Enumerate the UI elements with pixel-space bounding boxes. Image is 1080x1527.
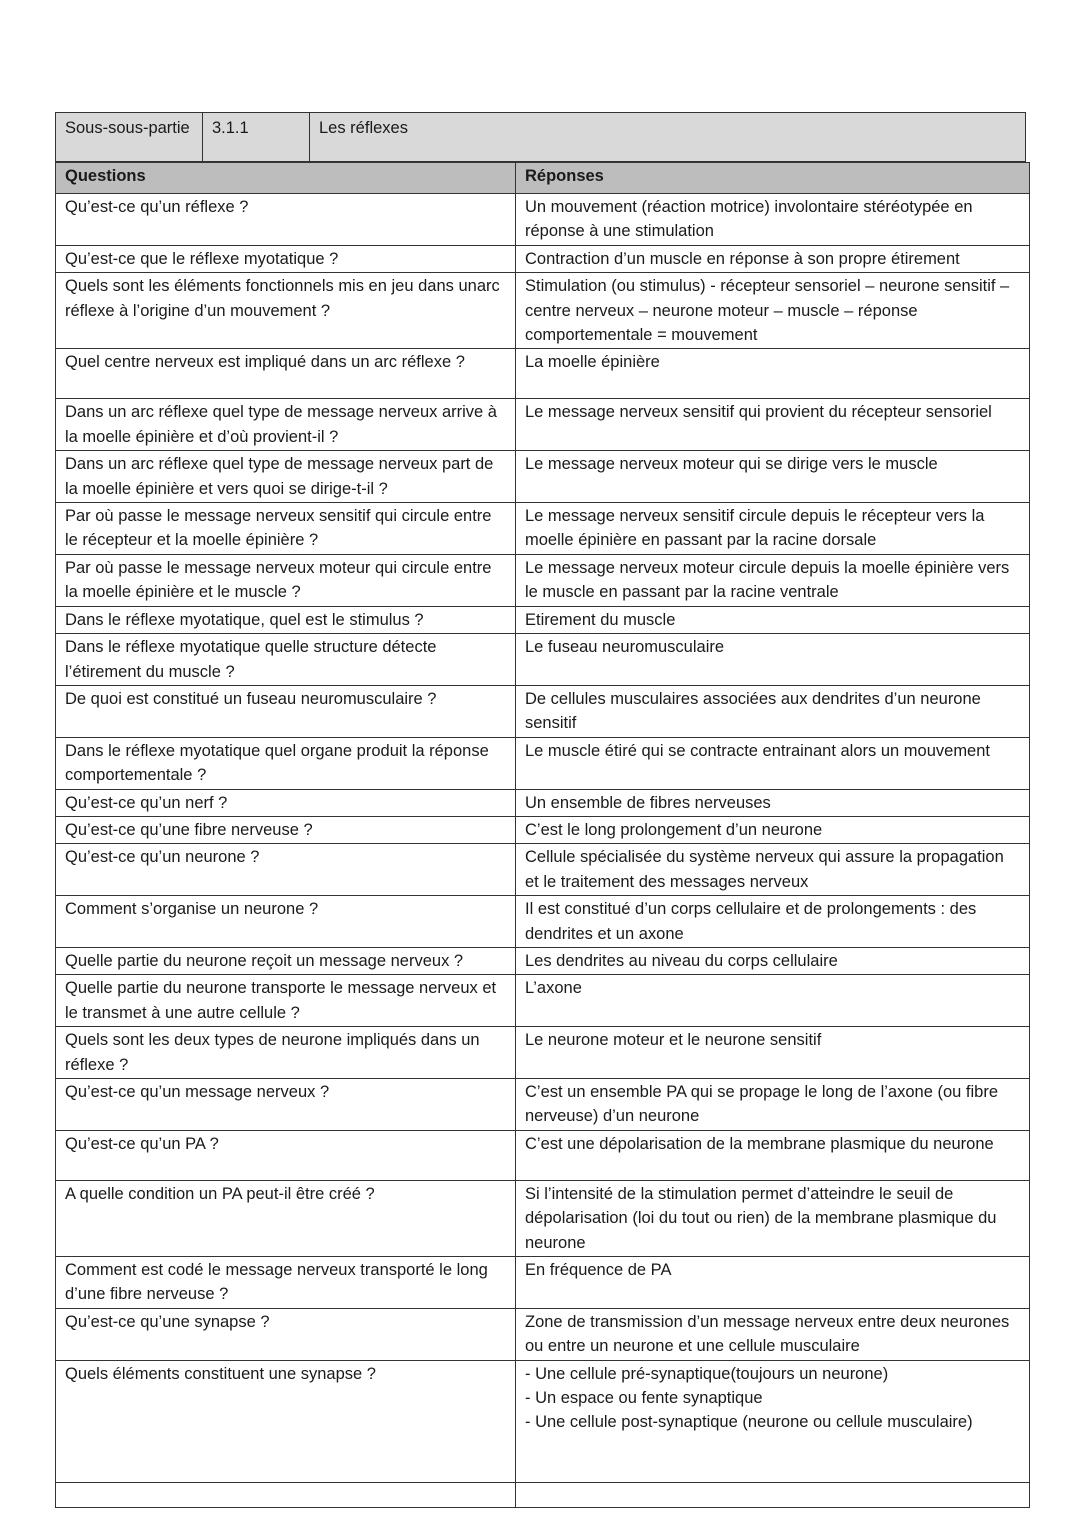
table-row: [56, 1360, 1030, 1482]
table-row: [56, 503, 1030, 555]
table-row: [56, 1079, 1030, 1131]
table-row: [56, 273, 1030, 349]
table-row: [56, 634, 1030, 686]
question-cell: Qu’est-ce qu’un neurone ?: [56, 844, 516, 896]
answer-cell: Le muscle étiré qui se contracte entrainant alors un mouvement: [516, 737, 1030, 789]
table-row: [56, 554, 1030, 606]
document-page: [55, 112, 1030, 1508]
question-cell: De quoi est constitué un fuseau neuromusculaire ?: [56, 685, 516, 737]
question-cell: Quels éléments constituent une synapse ?: [56, 1360, 516, 1482]
question-cell: Par où passe le message nerveux moteur qui circule entre la moelle épinière et le muscle ?: [56, 554, 516, 606]
section-header-table: [55, 112, 1026, 162]
answer-cell: Un ensemble de fibres nerveuses: [516, 789, 1030, 816]
answer-cell: Si l’intensité de la stimulation permet d’atteindre le seuil de dépolarisation (loi du tout ou rien) de la membrane plasmique du neurone: [516, 1180, 1030, 1256]
empty-table-row: [56, 1482, 1030, 1507]
question-cell: Comment est codé le message nerveux transporté le long d’une fibre nerveuse ?: [56, 1257, 516, 1309]
answer-cell: Le message nerveux sensitif circule depuis le récepteur vers la moelle épinière en passant par la racine dorsale: [516, 503, 1030, 555]
question-cell: Qu’est-ce qu’une fibre nerveuse ?: [56, 816, 516, 843]
answer-cell: Le message nerveux moteur circule depuis la moelle épinière vers le muscle en passant par la racine ventrale: [516, 554, 1030, 606]
answer-cell: Le message nerveux moteur qui se dirige vers le muscle: [516, 451, 1030, 503]
table-row: [56, 451, 1030, 503]
answer-list-item: - Une cellule post-synaptique (neurone ou cellule musculaire): [525, 1413, 973, 1432]
table-row: [56, 975, 1030, 1027]
question-cell: Dans le réflexe myotatique quel organe produit la réponse comportementale ?: [56, 737, 516, 789]
answer-cell: Il est constitué d’un corps cellulaire et de prolongements : des dendrites et un axone: [516, 896, 1030, 948]
table-row: [56, 1308, 1030, 1360]
question-cell: Qu’est-ce qu’un réflexe ?: [56, 194, 516, 246]
questions-column-header: Questions: [56, 163, 516, 194]
answer-cell: La moelle épinière: [516, 349, 1030, 399]
answer-cell: En fréquence de PA: [516, 1257, 1030, 1309]
question-cell: Dans le réflexe myotatique, quel est le stimulus ?: [56, 606, 516, 633]
question-cell: Qu’est-ce qu’un nerf ?: [56, 789, 516, 816]
table-row: [56, 1257, 1030, 1309]
question-cell: Qu’est-ce qu’un message nerveux ?: [56, 1079, 516, 1131]
table-row: [56, 737, 1030, 789]
answer-cell: L’axone: [516, 975, 1030, 1027]
question-cell: Quelle partie du neurone reçoit un message nerveux ?: [56, 947, 516, 974]
answer-cell: Le message nerveux sensitif qui provient du récepteur sensoriel: [516, 399, 1030, 451]
table-row: [56, 349, 1030, 399]
section-title: Les réflexes: [310, 113, 1026, 162]
questions-answers-table: [55, 162, 1030, 1508]
question-cell: A quelle condition un PA peut-il être créé ?: [56, 1180, 516, 1256]
table-row: [56, 844, 1030, 896]
section-level-label: Sous-sous-partie: [56, 113, 203, 162]
section-number: 3.1.1: [203, 113, 310, 162]
answer-cell: Contraction d’un muscle en réponse à son propre étirement: [516, 245, 1030, 272]
question-cell: Quelle partie du neurone transporte le message nerveux et le transmet à une autre cellule ?: [56, 975, 516, 1027]
table-row: [56, 1180, 1030, 1256]
table-row: [56, 399, 1030, 451]
question-cell: Par où passe le message nerveux sensitif qui circule entre le récepteur et la moelle épinière ?: [56, 503, 516, 555]
question-cell: Quels sont les éléments fonctionnels mis en jeu dans unarc réflexe à l’origine d’un mouvement ?: [56, 273, 516, 349]
question-cell: Quel centre nerveux est impliqué dans un arc réflexe ?: [56, 349, 516, 399]
answer-list-item: - Une cellule pré-synaptique(toujours un neurone): [525, 1364, 889, 1383]
question-cell: Qu’est-ce que le réflexe myotatique ?: [56, 245, 516, 272]
answer-cell: Zone de transmission d’un message nerveux entre deux neurones ou entre un neurone et une cellule musculaire: [516, 1308, 1030, 1360]
answer-cell: Le fuseau neuromusculaire: [516, 634, 1030, 686]
answer-cell: Le neurone moteur et le neurone sensitif: [516, 1027, 1030, 1079]
table-row: [56, 1027, 1030, 1079]
answer-cell: [516, 1360, 1030, 1482]
question-cell: Qu’est-ce qu’un PA ?: [56, 1130, 516, 1180]
answer-cell: Etirement du muscle: [516, 606, 1030, 633]
table-row: [56, 245, 1030, 272]
table-row: [56, 789, 1030, 816]
question-cell: Quels sont les deux types de neurone impliqués dans un réflexe ?: [56, 1027, 516, 1079]
answer-cell: C’est un ensemble PA qui se propage le long de l’axone (ou fibre nerveuse) d’un neurone: [516, 1079, 1030, 1131]
question-cell: Qu’est-ce qu’une synapse ?: [56, 1308, 516, 1360]
table-row: [56, 685, 1030, 737]
table-header-row: [56, 163, 1030, 194]
answer-cell: Cellule spécialisée du système nerveux qui assure la propagation et le traitement des messages nerveux: [516, 844, 1030, 896]
question-cell: Dans un arc réflexe quel type de message nerveux part de la moelle épinière et vers quoi se dirige-t-il ?: [56, 451, 516, 503]
question-cell: Dans un arc réflexe quel type de message nerveux arrive à la moelle épinière et d’où provient-il ?: [56, 399, 516, 451]
table-row: [56, 606, 1030, 633]
answer-list-item: - Un espace ou fente synaptique: [525, 1389, 763, 1408]
answer-cell: Les dendrites au niveau du corps cellulaire: [516, 947, 1030, 974]
answer-cell: De cellules musculaires associées aux dendrites d’un neurone sensitif: [516, 685, 1030, 737]
table-row: [56, 816, 1030, 843]
answer-cell: Un mouvement (réaction motrice) involontaire stéréotypée en réponse à une stimulation: [516, 194, 1030, 246]
question-cell: Comment s’organise un neurone ?: [56, 896, 516, 948]
table-row: [56, 194, 1030, 246]
empty-question-cell: [56, 1482, 516, 1507]
table-row: [56, 1130, 1030, 1180]
empty-answer-cell: [516, 1482, 1030, 1507]
answer-cell: C’est une dépolarisation de la membrane plasmique du neurone: [516, 1130, 1030, 1180]
table-row: [56, 896, 1030, 948]
answer-cell: C’est le long prolongement d’un neurone: [516, 816, 1030, 843]
table-row: [56, 947, 1030, 974]
question-cell: Dans le réflexe myotatique quelle structure détecte l’étirement du muscle ?: [56, 634, 516, 686]
answer-cell: Stimulation (ou stimulus) - récepteur sensoriel – neurone sensitif – centre nerveux – neurone moteur – muscle – réponse comportementale = mouvement: [516, 273, 1030, 349]
answers-column-header: Réponses: [516, 163, 1030, 194]
